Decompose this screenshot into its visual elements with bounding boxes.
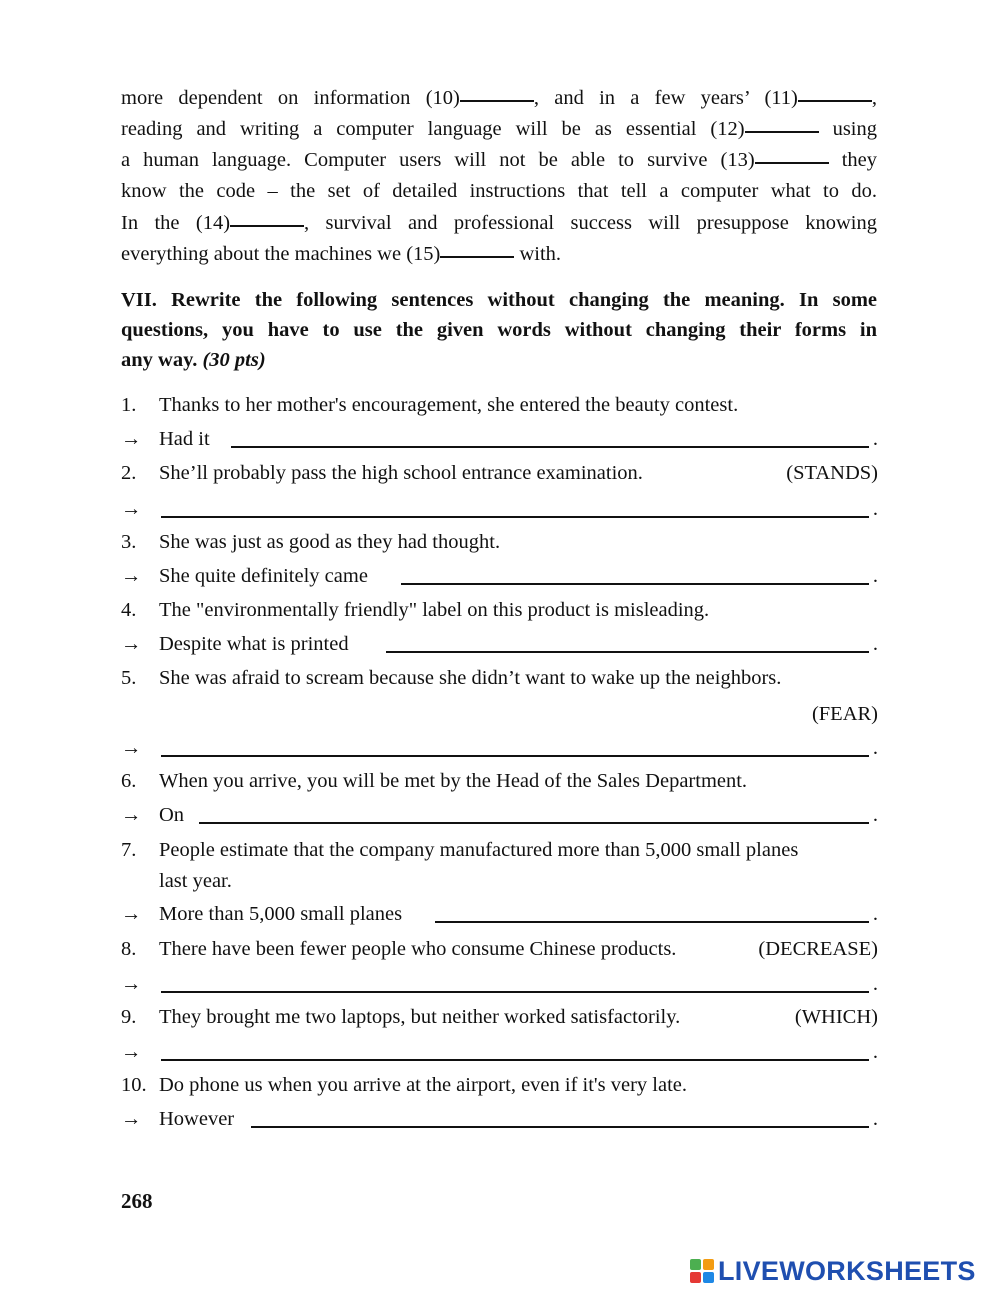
arrow-icon: → bbox=[121, 428, 142, 450]
page-number: 268 bbox=[121, 1189, 153, 1213]
question-text: She was just as good as they had thought. bbox=[159, 531, 501, 553]
arrow-icon: → bbox=[121, 1041, 142, 1063]
answer-row-8 bbox=[121, 967, 878, 1001]
question-number: 8. bbox=[121, 938, 137, 960]
heading-line-3: any way. (30 pts) bbox=[121, 349, 266, 371]
answer-row-1 bbox=[121, 422, 878, 456]
answer-line-7[interactable] bbox=[435, 921, 869, 923]
question-7 bbox=[121, 833, 878, 867]
heading-line-2: questions, you have to use the given words without changing their forms in bbox=[121, 319, 877, 341]
question-number: 6. bbox=[121, 770, 137, 792]
question-number: 3. bbox=[121, 531, 137, 553]
question-6 bbox=[121, 764, 878, 798]
arrow-icon: → bbox=[121, 804, 142, 826]
question-text: There have been fewer people who consume Chinese products. bbox=[159, 938, 677, 960]
answer-row-2 bbox=[121, 492, 878, 526]
period: . bbox=[872, 633, 878, 655]
keyword-hint: (WHICH) bbox=[794, 1006, 878, 1028]
gap-15[interactable] bbox=[440, 256, 514, 258]
question-4 bbox=[121, 593, 878, 627]
answer-row-3 bbox=[121, 559, 878, 593]
answer-row-6 bbox=[121, 798, 878, 832]
keyword-hint: (FEAR) bbox=[811, 703, 878, 725]
answer-prompt: On bbox=[159, 804, 185, 826]
heading-line-1: VII. Rewrite the following sentences without changing the meaning. In some bbox=[121, 289, 877, 311]
question-8 bbox=[121, 932, 878, 966]
points-label: (30 pts) bbox=[202, 349, 266, 371]
answer-line-8[interactable] bbox=[161, 991, 869, 993]
gap-13[interactable] bbox=[755, 162, 829, 164]
question-text: She’ll probably pass the high school entrance examination. bbox=[159, 462, 643, 484]
answer-row-4 bbox=[121, 627, 878, 661]
period: . bbox=[872, 804, 878, 826]
arrow-icon: → bbox=[121, 1108, 142, 1130]
answer-line-9[interactable] bbox=[161, 1059, 869, 1061]
question-number: 9. bbox=[121, 1006, 137, 1028]
liveworksheets-logo bbox=[690, 1254, 976, 1288]
passage-line-1: more dependent on information (10) , and in a few years’ (11) , bbox=[121, 87, 877, 109]
period: . bbox=[872, 428, 878, 450]
passage-line-5: In the (14) , survival and professional success will presuppose knowing bbox=[121, 212, 877, 234]
question-9 bbox=[121, 1000, 878, 1034]
arrow-icon: → bbox=[121, 737, 142, 759]
question-5 bbox=[121, 661, 878, 695]
answer-line-3[interactable] bbox=[401, 583, 869, 585]
period: . bbox=[872, 498, 878, 520]
answer-line-10[interactable] bbox=[251, 1126, 869, 1128]
answer-prompt: More than 5,000 small planes bbox=[159, 903, 403, 925]
question-text: The "environmentally friendly" label on this product is misleading. bbox=[159, 599, 710, 621]
logo-mark-icon bbox=[690, 1259, 714, 1283]
period: . bbox=[872, 737, 878, 759]
question-text: last year. bbox=[159, 870, 232, 892]
question-number: 2. bbox=[121, 462, 137, 484]
arrow-icon: → bbox=[121, 498, 142, 520]
question-text: When you arrive, you will be met by the Head of the Sales Department. bbox=[159, 770, 748, 792]
question-text: People estimate that the company manufactured more than 5,000 small planes bbox=[159, 839, 799, 861]
passage-line-3: a human language. Computer users will not be able to survive (13) they bbox=[121, 149, 877, 171]
answer-line-5[interactable] bbox=[161, 755, 869, 757]
answer-line-6[interactable] bbox=[199, 822, 869, 824]
arrow-icon: → bbox=[121, 973, 142, 995]
question-number: 1. bbox=[121, 394, 137, 416]
period: . bbox=[872, 565, 878, 587]
gap-11[interactable] bbox=[798, 100, 872, 102]
question-1 bbox=[121, 388, 878, 422]
question-3 bbox=[121, 525, 878, 559]
question-number: 4. bbox=[121, 599, 137, 621]
question-number: 7. bbox=[121, 839, 137, 861]
passage-line-4: know the code – the set of detailed instructions that tell a computer what to do. bbox=[121, 180, 877, 202]
answer-prompt: Despite what is printed bbox=[159, 633, 349, 655]
answer-prompt: However bbox=[159, 1108, 235, 1130]
answer-row-10 bbox=[121, 1102, 878, 1136]
passage-line-6: everything about the machines we (15) with. bbox=[121, 243, 562, 265]
gap-10[interactable] bbox=[460, 100, 534, 102]
question-text: Do phone us when you arrive at the airport, even if it's very late. bbox=[159, 1074, 687, 1096]
answer-row-5 bbox=[121, 731, 878, 765]
arrow-icon: → bbox=[121, 633, 142, 655]
arrow-icon: → bbox=[121, 565, 142, 587]
answer-prompt: She quite definitely came bbox=[159, 565, 368, 587]
section-heading bbox=[121, 285, 877, 375]
answer-row-9 bbox=[121, 1035, 878, 1069]
period: . bbox=[872, 1041, 878, 1063]
question-number: 10. bbox=[121, 1074, 147, 1096]
period: . bbox=[872, 1108, 878, 1130]
logo-text: LIVEWORKSHEETS bbox=[718, 1255, 976, 1286]
period: . bbox=[872, 973, 878, 995]
question-10 bbox=[121, 1068, 878, 1102]
gap-12[interactable] bbox=[745, 131, 819, 133]
answer-row-7 bbox=[121, 897, 878, 931]
answer-line-4[interactable] bbox=[386, 651, 869, 653]
gap-14[interactable] bbox=[230, 225, 304, 227]
keyword-hint: (DECREASE) bbox=[758, 938, 878, 960]
answer-prompt: Had it bbox=[159, 428, 210, 450]
keyword-hint: (STANDS) bbox=[786, 462, 878, 484]
arrow-icon: → bbox=[121, 903, 142, 925]
answer-line-2[interactable] bbox=[161, 516, 869, 518]
question-number: 5. bbox=[121, 667, 137, 689]
question-7-cont bbox=[121, 864, 878, 898]
passage-line-2: reading and writing a computer language will be as essential (12) using bbox=[121, 118, 877, 140]
question-2 bbox=[121, 456, 878, 490]
question-5-hint-row bbox=[121, 697, 878, 731]
question-text: She was afraid to scream because she didn’t want to wake up the neighbors. bbox=[159, 667, 782, 689]
period: . bbox=[872, 903, 878, 925]
question-text: Thanks to her mother's encouragement, she entered the beauty contest. bbox=[159, 394, 739, 416]
answer-line-1[interactable] bbox=[231, 446, 869, 448]
question-text: They brought me two laptops, but neither worked satisfactorily. bbox=[159, 1006, 681, 1028]
